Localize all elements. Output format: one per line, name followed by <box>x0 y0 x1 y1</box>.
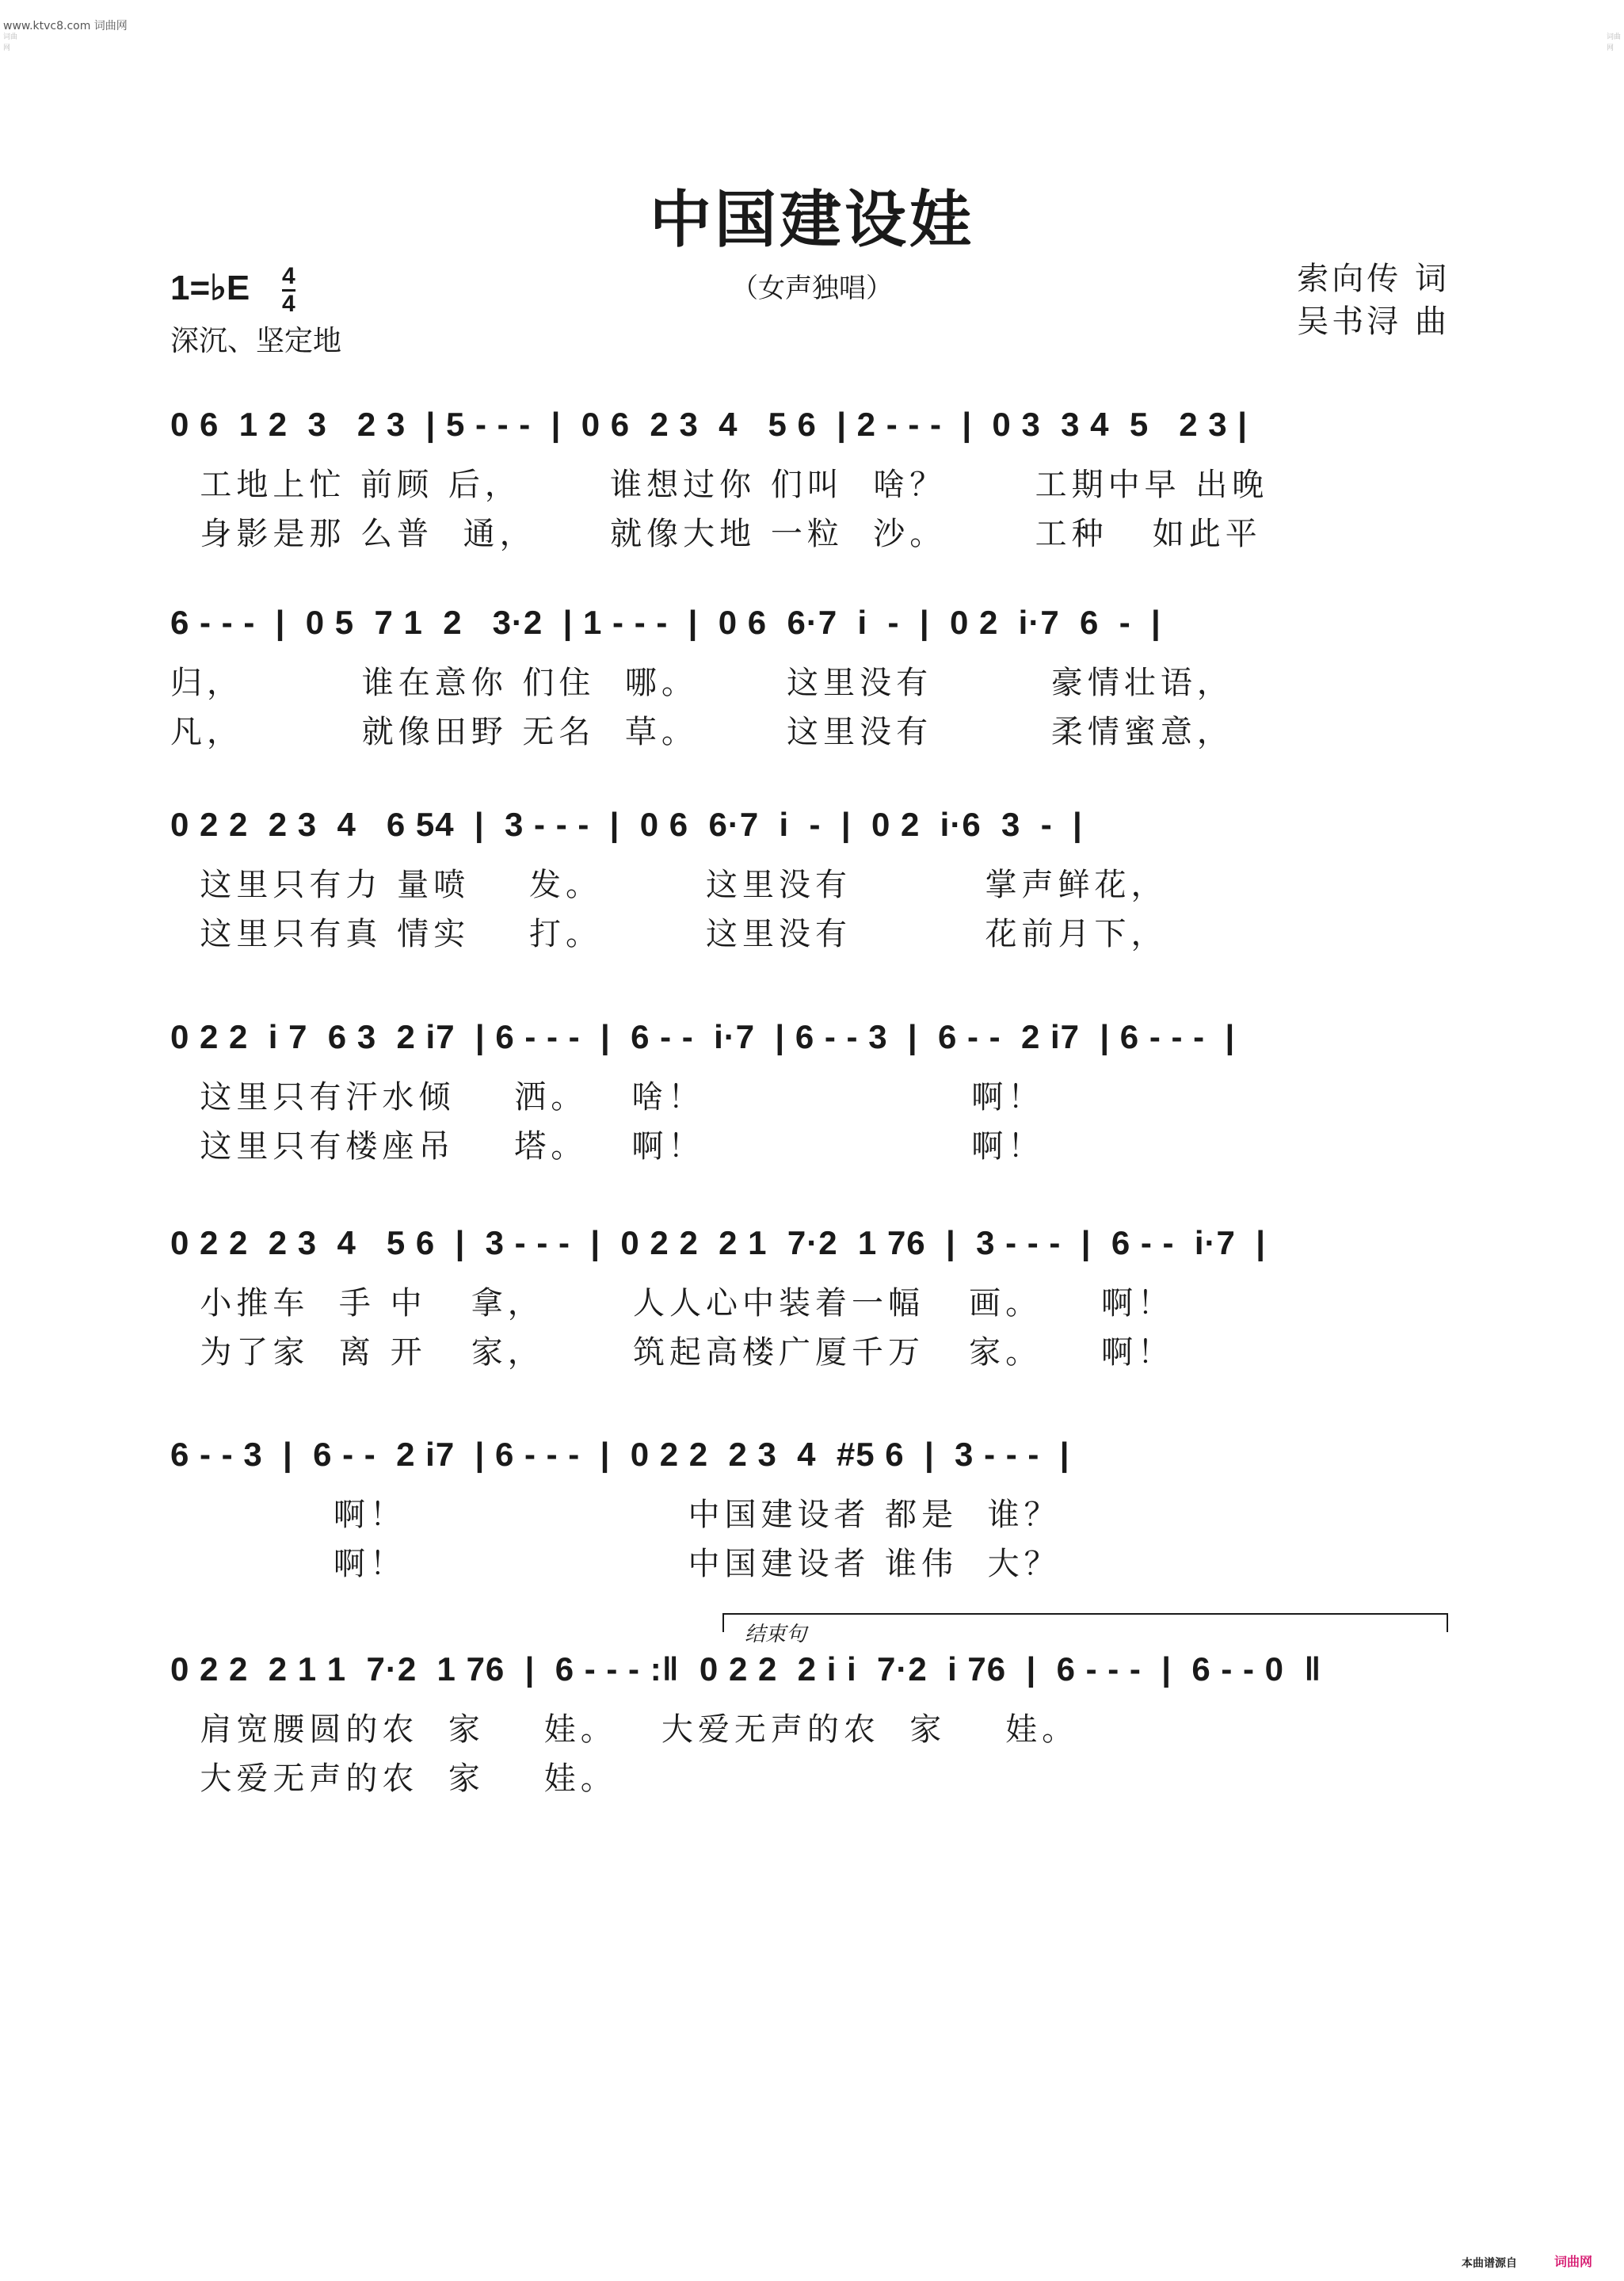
lyricist-credit: 索向传 词 <box>1297 261 1450 297</box>
song-subtitle: （女声独唱） <box>731 273 893 304</box>
ending-bracket <box>722 1613 1448 1632</box>
lyric-verse-1: 这里只有汗水倾 洒。 啥！ 啊！ <box>170 1079 1045 1116</box>
lyric-verse-2: 身影是那 么普 通， 就像大地 一粒 沙。 工种 如此平 <box>170 516 1262 552</box>
lyric-verse-1: 小推车 手 中 拿， 人人心中装着一幅 画。 啊！ <box>170 1285 1175 1322</box>
time-top: 4 <box>282 263 295 289</box>
site-watermark: www.ktvc8.com 词曲网 <box>3 20 128 32</box>
footer-source: 本曲谱源自 <box>1462 2257 1517 2270</box>
lyric-verse-2: 为了家 离 开 家， 筑起高楼广厦千万 家。 啊！ <box>170 1334 1175 1371</box>
notation-line: 0 2 2 i 7 6 3 2 i7 | 6 - - - | 6 - - i·7 | 6 - - 3 | 6 - - 2 i7 | 6 - - - | <box>170 1018 1236 1055</box>
lyric-verse-1: 啊！ 中国建设者 都是 谁？ <box>170 1497 1061 1533</box>
song-title: 中国建设娃 <box>649 184 974 256</box>
time-bottom: 4 <box>282 291 295 317</box>
notation-line: 0 6 1 2 3 2 3 | 5 - - - | 0 6 2 3 4 5 6 | 2 - - - | 0 3 3 4 5 2 3 | <box>170 406 1248 443</box>
right-watermark-strip: 词曲网 <box>1607 33 1622 52</box>
key-signature: 1=♭E <box>170 269 250 307</box>
lyric-verse-2: 这里只有楼座吊 塔。 啊！ 啊！ <box>170 1128 1045 1165</box>
lyric-verse-2: 大爱无声的农 家 娃。 <box>170 1760 617 1797</box>
notation-line: 0 2 2 2 1 1 7·2 1 76 | 6 - - - :‖ 0 2 2 2 i i 7·2 i 76 | 6 - - - | 6 - - 0 ‖ <box>170 1650 1322 1688</box>
notation-line: 6 - - 3 | 6 - - 2 i7 | 6 - - - | 0 2 2 2 3 4 #5 6 | 3 - - - | <box>170 1436 1070 1473</box>
time-signature <box>282 265 295 316</box>
lyric-verse-2: 凡， 就像田野 无名 草。 这里没有 柔情蜜意， <box>170 714 1233 750</box>
notation-line: 0 2 2 2 3 4 5 6 | 3 - - - | 0 2 2 2 1 7·2 1 76 | 3 - - - | 6 - - i·7 | <box>170 1224 1266 1261</box>
ending-label: 结束句 <box>745 1623 807 1646</box>
left-watermark-strip: 词曲网 <box>3 33 18 52</box>
lyric-verse-1: 归， 谁在意你 们住 哪。 这里没有 豪情壮语， <box>170 665 1233 701</box>
notation-line: 6 - - - | 0 5 7 1 2 3·2 | 1 - - - | 0 6 6·7 i - | 0 2 i·7 6 - | <box>170 604 1161 641</box>
composer-credit: 吴书浔 曲 <box>1297 303 1450 340</box>
lyric-verse-2: 啊！ 中国建设者 谁伟 大？ <box>170 1546 1061 1582</box>
footer-logo: 词曲网 <box>1554 2254 1593 2269</box>
lyric-verse-1: 肩宽腰圆的农 家 娃。 大爱无声的农 家 娃。 <box>170 1711 1079 1748</box>
lyric-verse-2: 这里只有真 情实 打。 这里没有 花前月下， <box>170 916 1168 952</box>
lyric-verse-1: 这里只有力 量喷 发。 这里没有 掌声鲜花， <box>170 867 1168 903</box>
lyric-verse-1: 工地上忙 前顾 后， 谁想过你 们叫 啥？ 工期中早 出晚 <box>170 467 1269 503</box>
notation-line: 0 2 2 2 3 4 6 54 | 3 - - - | 0 6 6·7 i - | 0 2 i·6 3 - | <box>170 806 1083 843</box>
tempo-marking: 深沉、坚定地 <box>170 325 342 357</box>
